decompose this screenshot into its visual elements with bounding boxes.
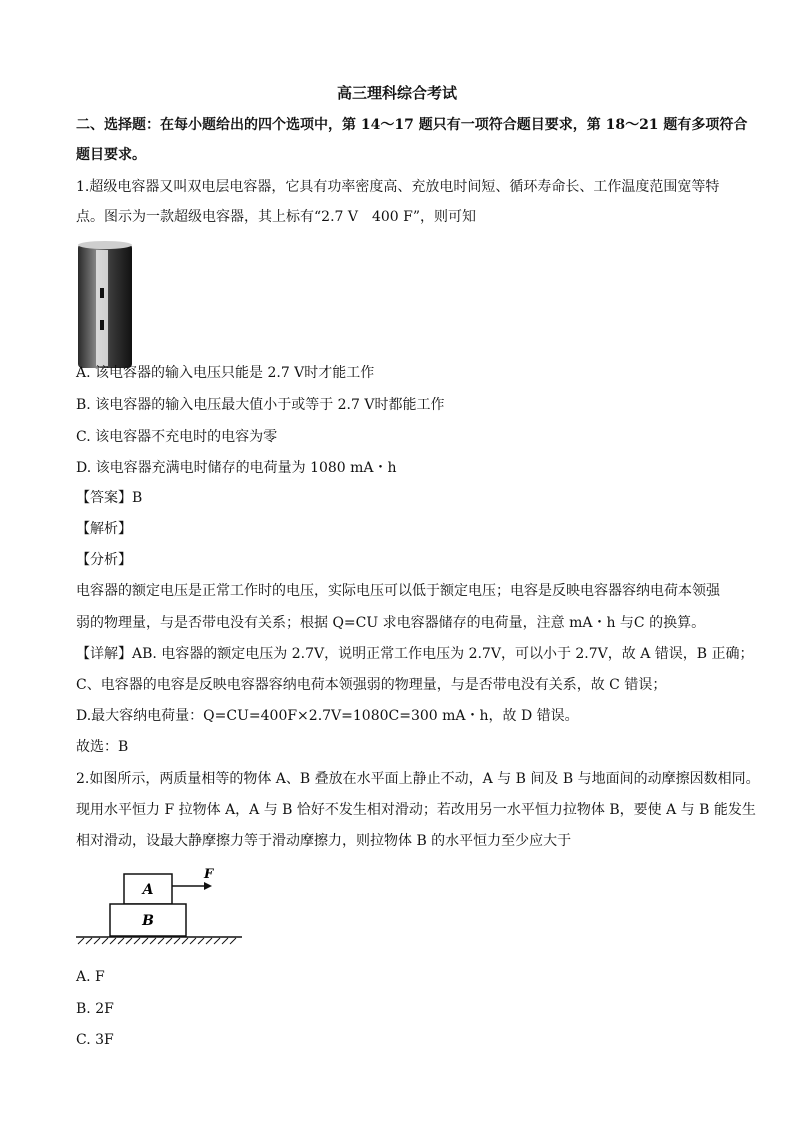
blocks-figure <box>74 864 244 950</box>
page-title: 高三理科综合考试 <box>336 84 457 102</box>
q1-option-d: D. 该电容器充满电时储存的电荷量为 1080 mA・h <box>76 460 397 476</box>
q2-stem-line3: 相对滑动，设最大静摩擦力等于滑动摩擦力，则拉物体 B 的水平恒力至少应大于 <box>76 833 572 849</box>
q1-detail-line3: D.最大容纳电荷量：Q=CU=400F×2.7V=1080C=300 mA・h，故 D 错误。 <box>76 708 579 724</box>
q2-option-a: A. F <box>76 969 105 985</box>
q2-option-b: B. 2F <box>76 1001 114 1017</box>
q1-stem-line2: 点。图示为一款超级电容器，其上标有“2.7 V 400 F”，则可知 <box>76 209 477 225</box>
ground-hatch <box>78 938 236 944</box>
q1-fenxi-line1: 电容器的额定电压是正常工作时的电压，实际电压可以低于额定电压；电容是反映电容器容纳电荷本领强 <box>76 583 720 599</box>
q2-option-c: C. 3F <box>76 1032 114 1048</box>
block-b-label: B <box>142 913 154 929</box>
capacitor-image <box>76 240 134 370</box>
q1-detail-line1: 【详解】AB. 电容器的额定电压为 2.7V，说明正常工作电压为 2.7V，可以小于 2.7V，故 A 错误，B 正确； <box>76 646 754 662</box>
q2-stem-line1: 2.如图所示，两质量相等的物体 A、B 叠放在水平面上静止不动，A 与 B 间及 B 与地面间的动摩擦因数相同。 <box>76 771 760 787</box>
capacitor-figure <box>76 240 134 370</box>
section-heading-line2: 题目要求。 <box>76 147 146 163</box>
force-label: F <box>204 867 214 882</box>
q1-option-b: B. 该电容器的输入电压最大值小于或等于 2.7 V时都能工作 <box>76 397 445 413</box>
q1-detail-line2: C、电容器的电容是反映电容器容纳电荷本领强弱的物理量，与是否带电没有关系，故 C 错误； <box>76 677 667 693</box>
q2-stem-line2: 现用水平恒力 F 拉物体 A，A 与 B 恰好不发生相对滑动；若改用另一水平恒力拉物体 B，要使 A 与 B 能发生 <box>76 802 756 818</box>
force-arrowhead <box>204 882 212 890</box>
q1-stem-line1: 1.超级电容器又叫双电层电容器，它具有功率密度高、充放电时间短、循环寿命长、工作温度范围宽等特 <box>76 179 720 195</box>
q1-fenxi-line2: 弱的物理量，与是否带电没有关系；根据 Q=CU 求电容器储存的电荷量，注意 mA・h 与C 的换算。 <box>76 615 706 631</box>
q1-choice: 故选：B <box>76 739 129 755</box>
q1-fenxi-heading: 【分析】 <box>76 552 132 568</box>
blocks-diagram <box>74 864 244 950</box>
q1-answer: 【答案】B <box>76 490 143 506</box>
q1-analysis-heading: 【解析】 <box>76 521 132 537</box>
section-heading-line1: 二、选择题：在每小题给出的四个选项中，第 14～17 题只有一项符合题目要求，第 18～21 题有多项符合 <box>76 117 748 133</box>
q1-option-a: A. 该电容器的输入电压只能是 2.7 V时才能工作 <box>76 365 375 381</box>
q1-option-c: C. 该电容器不充电时的电容为零 <box>76 429 278 445</box>
block-a-label: A <box>142 882 154 898</box>
